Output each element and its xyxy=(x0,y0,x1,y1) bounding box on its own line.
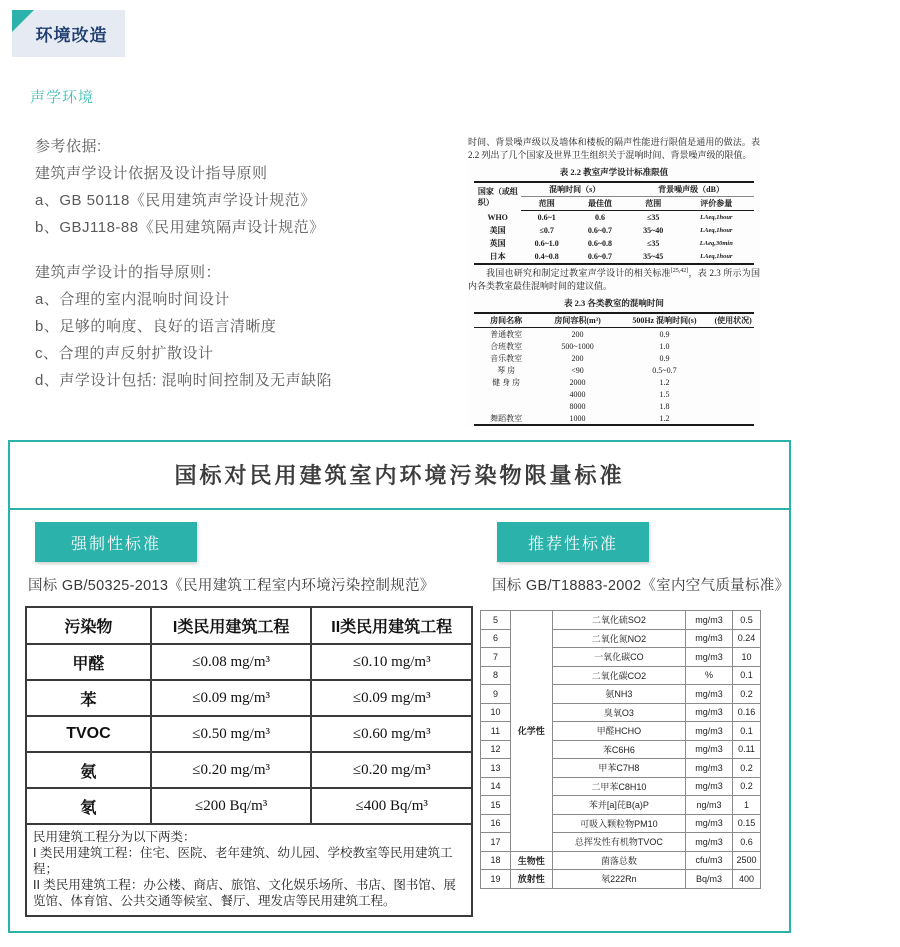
table-row: 14 二甲苯C8H10 mg/m3 0.2 xyxy=(481,777,761,796)
table23-caption: 表 2.3 各类教室的混响时间 xyxy=(564,298,664,308)
table-row: 4000 1.5 xyxy=(569,389,670,399)
reference-line: d、声学设计包括: 混响时间控制及无声缺陷 xyxy=(35,372,333,389)
scan-citation: [25,42] xyxy=(670,268,689,274)
table-row: 12 苯C6H6 mg/m3 0.11 xyxy=(481,740,761,759)
standards-box xyxy=(8,440,791,933)
table-row: 17 总挥发性有机物TVOC mg/m3 0.6 xyxy=(481,833,761,852)
table-row: 6 二氧化氮NO2 mg/m3 0.24 xyxy=(481,629,761,648)
reference-line: b、足够的响度、良好的语言清晰度 xyxy=(35,318,277,335)
table-row: 健 身 房 2000 1.2 xyxy=(492,377,670,387)
recommended-standard-subtitle: 国标 GB/T18883-2002《室内空气质量标准》 xyxy=(492,578,790,594)
mtable-note-line: I 类民用建筑工程：住宅、医院、老年建筑、幼儿园、学校教室等民用建筑工程； xyxy=(33,846,453,876)
table-row: 氡 ≤200 Bq/m³ ≤400 Bq/m³ xyxy=(26,788,472,824)
table-row: 11 甲醛HCHO mg/m3 0.1 xyxy=(481,722,761,741)
t23-header-volume: 房间容积(m³) xyxy=(538,313,616,328)
t23-header-reverb: 500Hz 混响时间(s) xyxy=(617,313,712,328)
t22-subheader-range2: 范围 xyxy=(628,197,678,211)
mtable-note-line: 民用建筑工程分为以下两类： xyxy=(33,830,196,844)
table-row: 琴 房 <90 0.5~0.7 xyxy=(497,365,677,375)
tab-label: 环境改造 xyxy=(35,26,108,45)
table-row: 10 臭氧O3 mg/m3 0.16 xyxy=(481,703,761,722)
t22-body xyxy=(474,211,754,265)
reference-line: 建筑声学设计的指导原则： xyxy=(35,264,222,281)
scanned-page xyxy=(468,136,760,426)
t23-header-usage: (使用状况) xyxy=(712,313,754,328)
table-row: 19 放射性 氡222Rn Bq/m3 400 xyxy=(481,870,761,889)
scan-paragraph-2 xyxy=(468,265,760,293)
reference-line: a、合理的室内混响时间设计 xyxy=(35,291,230,308)
table-row: 合班教室 500~1000 1.0 xyxy=(490,341,670,351)
mtable-header-class2: II类民用建筑工程 xyxy=(311,607,472,644)
table-row: 13 甲苯C7H8 mg/m3 0.2 xyxy=(481,759,761,778)
standards-box-title: 国标对民用建筑室内环境污染物限量标准 xyxy=(10,442,789,510)
recommended-standard-button-label: 推荐性标准 xyxy=(527,535,618,553)
table-row: 日本 0.4~0.8 0.6~0.7 35~45 LAeq,1hour xyxy=(489,252,733,261)
mtable-note-line: II 类民用建筑工程：办公楼、商店、旅馆、文化娱乐场所、书店、图书馆、展览馆、体育馆、公共交通等候室、餐厅、理发店等民用建筑工程。 xyxy=(33,878,456,908)
table-2-3 xyxy=(474,312,754,426)
mtable-header-class1: I类民用建筑工程 xyxy=(151,607,312,644)
mandatory-standard-subtitle: 国标 GB/50325-2013《民用建筑工程室内环境污染控制规范》 xyxy=(28,578,435,594)
recommended-air-quality-table xyxy=(480,610,761,889)
table-2-2 xyxy=(474,181,754,265)
mtable-note xyxy=(26,824,472,916)
table-row: 5 化学性 二氧化硫SO2 mg/m3 0.5 xyxy=(481,611,761,630)
reference-line: 参考依据: xyxy=(35,138,102,155)
scan-paragraph-2-text: 我国也研究和制定过教室声学设计的相关标准 xyxy=(486,268,671,278)
section-label-acoustic: 声学环境 xyxy=(30,89,95,106)
t23-header-room: 房间名称 xyxy=(474,313,538,328)
category-cell: 化学性 xyxy=(510,611,552,852)
table22-caption: 表 2.2 教室声学设计标准限值 xyxy=(559,167,669,177)
table-row: 7 一氧化碳CO mg/m3 10 xyxy=(481,648,761,667)
recommended-standard-button[interactable] xyxy=(497,522,649,562)
standards-box-content xyxy=(10,510,789,931)
mandatory-standard-button-label: 强制性标准 xyxy=(70,535,161,553)
reference-line xyxy=(35,241,465,259)
corner-triangle-icon xyxy=(12,10,34,32)
table-row: 8 二氧化碳CO2 % 0.1 xyxy=(481,666,761,685)
table-row: 甲醛 ≤0.08 mg/m³ ≤0.10 mg/m³ xyxy=(26,644,472,680)
table-row: 16 可吸入颗粒物PM10 mg/m3 0.15 xyxy=(481,814,761,833)
reference-line: a、GB 50118《民用建筑声学设计规范》 xyxy=(35,192,316,209)
reference-line: c、合理的声反射扩散设计 xyxy=(35,345,214,362)
t23-body xyxy=(474,328,754,426)
t22-subheader-best: 最佳值 xyxy=(572,197,628,211)
scan-paragraph-2-tail: ，表 2.3 所示为国内各类教室最佳混响时间的建议值。 xyxy=(468,268,760,291)
t22-header-country: 国家（或组织） xyxy=(477,186,518,207)
reference-line: b、GBJ118-88《民用建筑隔声设计规范》 xyxy=(35,219,325,236)
recommended-table-body xyxy=(481,611,761,889)
category-cell: 放射性 xyxy=(510,870,552,889)
t22-header-reverb-group: 混响时间（s） xyxy=(521,182,628,197)
mtable-header-pollutant: 污染物 xyxy=(26,607,151,644)
mandatory-pollutant-table xyxy=(25,606,473,917)
scan-paragraph-1: 时间、背景噪声级以及墙体和楼板的隔声性能进行限值是通用的做法。表 2.2 列出了几个国家及世界卫生组织关于混响时间、背景噪声级的限值。 xyxy=(468,137,760,160)
mtable-body xyxy=(26,644,472,824)
table-row: 18 生物性 菌落总数 cfu/m3 2500 xyxy=(481,851,761,870)
tab-environment-renovation[interactable] xyxy=(12,10,125,57)
table-row: 美国 ≤0.7 0.6~0.7 35~40 LAeq,1hour xyxy=(489,226,733,235)
reference-line: 建筑声学设计依据及设计指导原则 xyxy=(35,165,268,182)
table-row: 普通教室 200 0.9 xyxy=(490,329,670,339)
table-row: 氨 ≤0.20 mg/m³ ≤0.20 mg/m³ xyxy=(26,752,472,788)
t22-subheader-param: 评价参量 xyxy=(678,197,754,211)
t22-subheader-range1: 范围 xyxy=(521,197,571,211)
category-cell: 生物性 xyxy=(510,851,552,870)
table-row: 15 苯并[a]芘B(a)P ng/m3 1 xyxy=(481,796,761,815)
table-row: 英国 0.6~1.0 0.6~0.8 ≤35 LAeq,30min xyxy=(489,239,733,248)
table-row: 舞蹈教室 1000 1.2 xyxy=(490,413,670,423)
table-row: 9 氨NH3 mg/m3 0.2 xyxy=(481,685,761,704)
table-row: TVOC ≤0.50 mg/m³ ≤0.60 mg/m³ xyxy=(26,716,472,752)
reference-block xyxy=(35,133,465,394)
table-row: 8000 1.8 xyxy=(569,401,670,411)
table-row: 音乐教室 200 0.9 xyxy=(490,353,670,363)
t22-header-noise-group: 背景噪声级（dB） xyxy=(628,182,754,197)
table-row: 苯 ≤0.09 mg/m³ ≤0.09 mg/m³ xyxy=(26,680,472,716)
table-row: WHO 0.6~1 0.6 ≤35 LAeq,1hour xyxy=(487,212,733,222)
mandatory-standard-button[interactable] xyxy=(35,522,197,562)
